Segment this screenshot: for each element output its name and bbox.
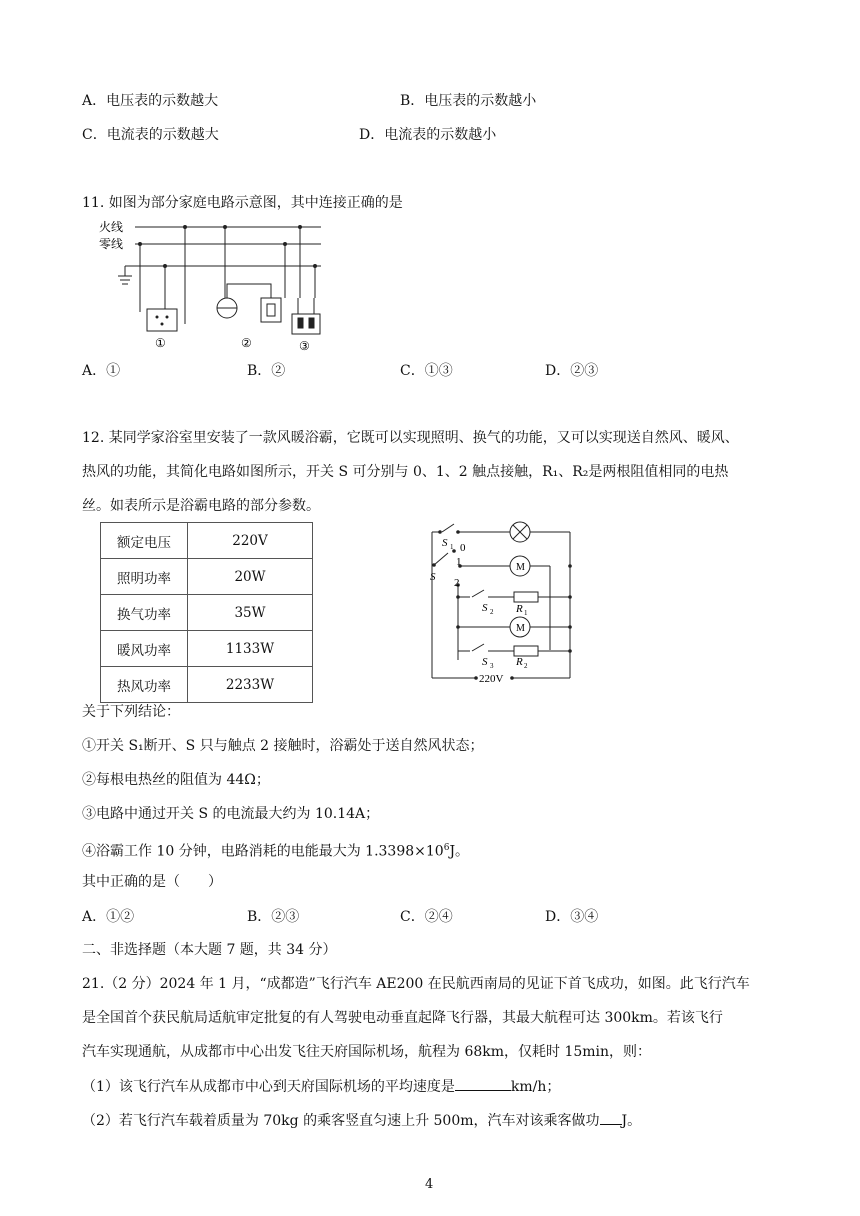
q12-option-a: A．①②: [82, 909, 135, 925]
marker-2: ②: [241, 336, 252, 350]
q21-part-2: [82, 1110, 641, 1131]
q11-option-d: D．②③: [545, 363, 599, 379]
live-label: 火线: [99, 220, 124, 234]
q12-stem-line-1: 12. 某同学家浴室里安装了一款风暖浴霸，它既可以实现照明、换气的功能，又可以实现送自然风、暖风、: [82, 430, 739, 446]
motor-2-label: M: [516, 623, 525, 634]
q21-part-2-unit: J。: [621, 1113, 642, 1129]
contact-0-label: 0: [460, 542, 466, 554]
q21-part-1: [82, 1076, 560, 1097]
neutral-label: 零线: [99, 237, 124, 251]
conclusion-2: ②每根电热丝的阻值为 44Ω；: [82, 772, 270, 788]
motor-1-label: M: [516, 562, 525, 573]
q12-stem-line-2: 热风的功能，其简化电路如图所示，开关 S 可分别与 0、1、2 触点接触，R₁、R₂是两根阻值相同的电热: [82, 464, 729, 480]
param-name: 热风功率: [101, 667, 188, 703]
contact-2-label: 2: [454, 577, 460, 589]
q11-option-b: B．②: [247, 363, 286, 379]
page-number: 4: [425, 1177, 434, 1192]
table-row: [101, 667, 313, 703]
household-circuit-diagram: [95, 214, 335, 354]
parameter-table: [100, 522, 313, 703]
resistor-r1-subscript: 1: [524, 609, 528, 617]
q11-stem: 11. 如图为部分家庭电路示意图，其中连接正确的是: [82, 195, 403, 211]
contact-1-label: 1: [456, 556, 462, 568]
exponent: 6: [443, 843, 450, 853]
q21-line-2: 是全国首个获民航局适航审定批复的有人驾驶电动垂直起降飞行器，其最大航程可达 300km。若该飞行: [82, 1010, 723, 1026]
param-name: 换气功率: [101, 595, 188, 631]
param-name: 额定电压: [101, 523, 188, 559]
param-value: 1133W: [188, 631, 313, 667]
q11-option-c: C．①③: [400, 363, 453, 379]
table-row: [101, 631, 313, 667]
q10-option-b: B．电压表的示数越小: [400, 93, 537, 109]
q12-question: 其中正确的是（ ）: [82, 874, 222, 890]
resistor-r2-label: R: [516, 656, 523, 668]
conclusion-4-unit: J。: [449, 843, 470, 860]
param-name: 照明功率: [101, 559, 188, 595]
param-value: 20W: [188, 559, 313, 595]
switch-s2-subscript: 2: [490, 608, 494, 616]
param-value: 35W: [188, 595, 313, 631]
conclusion-3: ③电路中通过开关 S 的电流最大约为 10.14A；: [82, 806, 380, 822]
switch-s3-label: S: [482, 656, 488, 668]
marker-1: ①: [155, 336, 166, 350]
resistor-r2-subscript: 2: [524, 662, 528, 670]
conclusions-intro: 关于下列结论：: [82, 704, 180, 720]
switch-s3-subscript: 3: [490, 662, 494, 670]
answer-blank[interactable]: [600, 1110, 622, 1125]
source-voltage-label: 220V: [479, 673, 504, 685]
switch-s2-label: S: [482, 602, 488, 614]
q12-option-b: B．②③: [247, 909, 300, 925]
switch-s-label: S: [430, 571, 436, 583]
marker-3: ③: [299, 339, 310, 353]
section-heading: 二、非选择题（本大题 7 题，共 34 分）: [82, 942, 337, 958]
param-value: 220V: [188, 523, 313, 559]
switch-s1-label: S: [442, 537, 448, 549]
param-value: 2233W: [188, 667, 313, 703]
q11-option-a: A．①: [82, 363, 121, 379]
answer-blank[interactable]: [455, 1076, 511, 1091]
q21-line-1: 21.（2 分）2024 年 1 月，“成都造”飞行汽车 AE200 在民航西南局的见证下首飞成功，如图。此飞行汽车: [82, 976, 750, 992]
switch-s1-subscript: 1: [450, 543, 454, 551]
q10-option-d: D．电流表的示数越小: [359, 127, 497, 143]
q10-option-c: C．电流表的示数越大: [82, 127, 219, 143]
q12-option-c: C．②④: [400, 909, 453, 925]
heater-circuit-diagram: [420, 520, 585, 685]
conclusion-4-text: ④浴霸工作 10 分钟，电路消耗的电能最大为 1.3398×10: [82, 843, 444, 860]
q12-option-d: D．③④: [545, 909, 599, 925]
q21-part-1-unit: km/h；: [510, 1079, 561, 1095]
resistor-r1-label: R: [516, 603, 523, 615]
q10-option-a: A．电压表的示数越大: [82, 93, 219, 109]
q12-stem-line-3: 丝。如表所示是浴霸电路的部分参数。: [82, 498, 320, 514]
param-name: 暖风功率: [101, 631, 188, 667]
conclusion-1: ①开关 S₁断开、S 只与触点 2 接触时，浴霸处于送自然风状态；: [82, 738, 484, 754]
q21-part-1-text: （1）该飞行汽车从成都市中心到天府国际机场的平均速度是: [82, 1079, 455, 1095]
table-row: [101, 523, 313, 559]
q21-part-2-text: （2）若飞行汽车载着质量为 70kg 的乘客竖直匀速上升 500m，汽车对该乘客做功: [82, 1113, 600, 1129]
table-row: [101, 559, 313, 595]
table-row: [101, 595, 313, 631]
conclusion-4: [82, 838, 469, 862]
q21-line-3: 汽车实现通航，从成都市中心出发飞往天府国际机场，航程为 68km，仅耗时 15min，则：: [82, 1044, 652, 1060]
